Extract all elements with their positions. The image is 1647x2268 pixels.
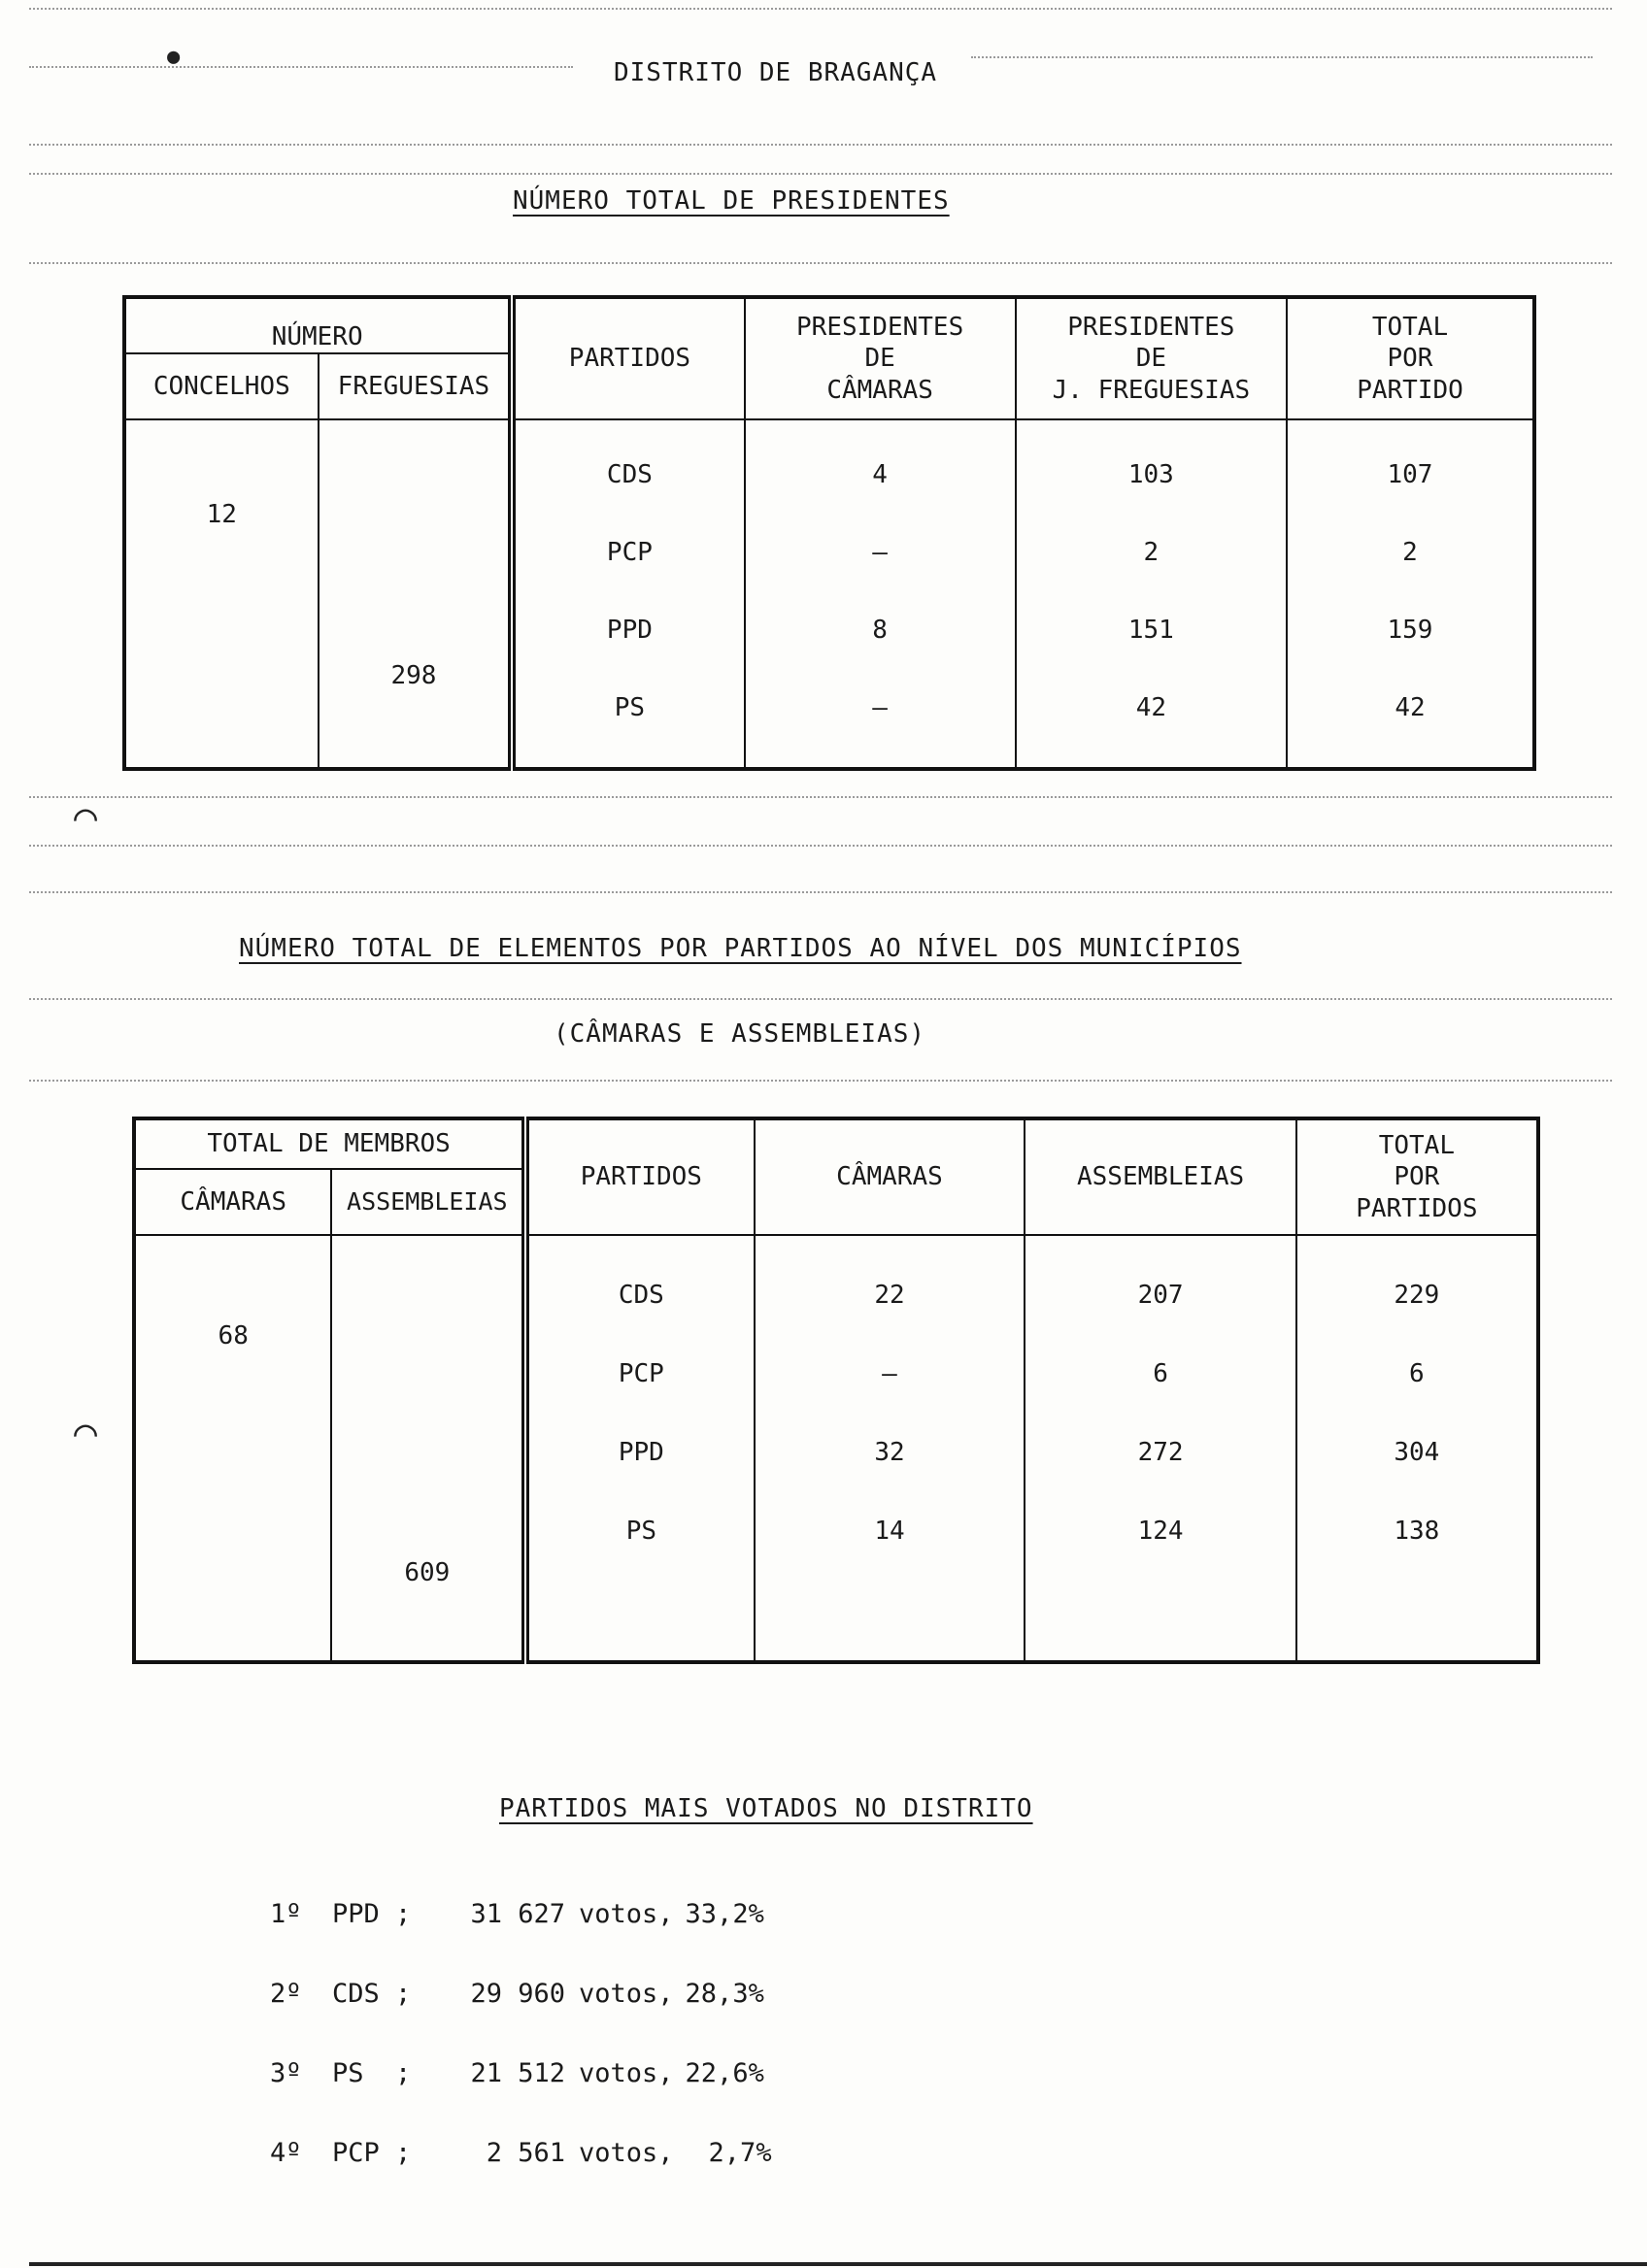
value-cell: 14 bbox=[874, 1516, 905, 1546]
party-pcp: PCP bbox=[618, 1358, 664, 1388]
party-cds: CDS bbox=[606, 460, 653, 489]
dotted-rule bbox=[29, 891, 1612, 893]
value-cell: 304 bbox=[1394, 1437, 1440, 1467]
rank-party: PPD ; bbox=[332, 1898, 412, 1929]
header-line: PARTIDO bbox=[1357, 375, 1463, 405]
dotted-rule bbox=[29, 998, 1612, 1000]
value-cell: 2 bbox=[1402, 538, 1418, 567]
dotted-rule bbox=[971, 56, 1593, 58]
header-line: DE bbox=[864, 344, 895, 374]
header-line: PRESIDENTES bbox=[1067, 312, 1235, 342]
hole-punch-mark: ⌒ bbox=[74, 1410, 98, 1454]
elements-subtitle: (CÂMARAS E ASSEMBLEIAS) bbox=[554, 1019, 926, 1049]
header-camaras: CÂMARAS bbox=[755, 1118, 1025, 1235]
party-column bbox=[525, 1235, 754, 1662]
list-item bbox=[270, 2033, 772, 2113]
value-cell: 159 bbox=[1387, 616, 1433, 645]
header-presidentes-camaras bbox=[745, 297, 1016, 419]
value-cell: 42 bbox=[1135, 693, 1167, 722]
value-cell: 138 bbox=[1394, 1516, 1440, 1546]
assembleias-column bbox=[1025, 1235, 1295, 1662]
rank-percent: 33,2% bbox=[685, 1898, 764, 1929]
header-total-partidos bbox=[1296, 1118, 1538, 1235]
rank-votes: 2 561 bbox=[486, 2137, 565, 2168]
dotted-rule bbox=[29, 144, 1612, 146]
party-ps: PS bbox=[625, 1516, 657, 1546]
value-cell: 207 bbox=[1137, 1280, 1184, 1310]
value-cell: 124 bbox=[1137, 1516, 1184, 1546]
camaras-total-value: 68 bbox=[218, 1321, 249, 1351]
most-voted-title: PARTIDOS MAIS VOTADOS NO DISTRITO bbox=[499, 1794, 1033, 1823]
header-partidos: PARTIDOS bbox=[525, 1118, 754, 1235]
freguesias-value: 298 bbox=[390, 661, 437, 690]
header-total-membros: TOTAL DE MEMBROS bbox=[134, 1118, 525, 1169]
total-column bbox=[1296, 1235, 1538, 1662]
value-cell: 229 bbox=[1394, 1280, 1440, 1310]
value-cell: 103 bbox=[1127, 460, 1174, 489]
value-cell: 42 bbox=[1395, 693, 1426, 722]
rank-position: 4º bbox=[270, 2137, 302, 2168]
camaras-column bbox=[745, 419, 1016, 769]
ink-dot: ● bbox=[167, 45, 181, 69]
party-cds: CDS bbox=[618, 1280, 664, 1310]
rank-votes: 21 512 bbox=[470, 2057, 565, 2088]
dotted-rule bbox=[29, 173, 1612, 175]
dotted-rule bbox=[29, 8, 1612, 10]
list-item bbox=[270, 2113, 772, 2192]
rank-votes: 29 960 bbox=[470, 1978, 565, 2009]
header-line: CÂMARAS bbox=[826, 375, 933, 405]
header-numero: NÚMERO bbox=[124, 297, 512, 353]
assembleias-total-cell bbox=[331, 1235, 525, 1662]
header-line: J. FREGUESIAS bbox=[1052, 375, 1251, 405]
header-assembleias-sub: ASSEMBLEIAS bbox=[331, 1169, 525, 1235]
concelhos-cell bbox=[124, 419, 319, 769]
presidents-table bbox=[122, 295, 1536, 771]
camaras-total-cell bbox=[134, 1235, 331, 1662]
header-camaras-sub: CÂMARAS bbox=[134, 1169, 331, 1235]
rank-percent: 2,7% bbox=[708, 2137, 772, 2168]
elements-table bbox=[132, 1117, 1540, 1664]
header-line: POR bbox=[1387, 344, 1433, 374]
party-ppd: PPD bbox=[606, 616, 653, 645]
header-partidos: PARTIDOS bbox=[512, 297, 744, 419]
header-freguesias: FREGUESIAS bbox=[319, 353, 513, 419]
dotted-rule bbox=[29, 1080, 1612, 1082]
value-cell: 2 bbox=[1143, 538, 1160, 567]
value-cell: 272 bbox=[1137, 1437, 1184, 1467]
header-line: POR bbox=[1394, 1162, 1440, 1192]
value-cell: 8 bbox=[872, 616, 888, 645]
concelhos-value: 12 bbox=[206, 500, 237, 529]
rank-unit: votos, bbox=[579, 2057, 674, 2088]
rank-percent: 22,6% bbox=[685, 2057, 764, 2088]
value-cell: 4 bbox=[872, 460, 888, 489]
rank-percent: 28,3% bbox=[685, 1978, 764, 2009]
rank-position: 2º bbox=[270, 1978, 302, 2009]
value-cell: — bbox=[882, 1358, 897, 1388]
header-line: PARTIDOS bbox=[1356, 1193, 1478, 1223]
value-cell: — bbox=[872, 693, 888, 722]
list-item bbox=[270, 1953, 772, 2033]
header-concelhos: CONCELHOS bbox=[124, 353, 319, 419]
party-ppd: PPD bbox=[618, 1437, 664, 1467]
party-ps: PS bbox=[614, 693, 646, 722]
header-line: TOTAL bbox=[1371, 312, 1449, 342]
header-line: TOTAL bbox=[1378, 1130, 1455, 1160]
bottom-rule bbox=[29, 2262, 1647, 2266]
rank-party: PS ; bbox=[332, 2057, 412, 2088]
most-voted-list bbox=[270, 1874, 772, 2192]
value-cell: 22 bbox=[874, 1280, 905, 1310]
value-cell: 6 bbox=[1153, 1358, 1168, 1388]
value-cell: 107 bbox=[1387, 460, 1433, 489]
hole-punch-mark: ⌒ bbox=[74, 794, 98, 839]
value-cell: 151 bbox=[1127, 616, 1174, 645]
party-pcp: PCP bbox=[606, 538, 653, 567]
header-total-partido bbox=[1287, 297, 1534, 419]
assembleias-total-value: 609 bbox=[404, 1558, 451, 1587]
header-assembleias: ASSEMBLEIAS bbox=[1025, 1118, 1295, 1235]
header-line: DE bbox=[1135, 344, 1167, 374]
rank-party: PCP ; bbox=[332, 2137, 412, 2168]
freguesias-cell bbox=[319, 419, 513, 769]
dotted-rule bbox=[29, 66, 573, 68]
rank-party: CDS ; bbox=[332, 1978, 412, 2009]
district-title: DISTRITO DE BRAGANÇA bbox=[614, 58, 938, 87]
value-cell: 6 bbox=[1409, 1358, 1425, 1388]
rank-position: 3º bbox=[270, 2057, 302, 2088]
dotted-rule bbox=[29, 796, 1612, 798]
value-cell: — bbox=[872, 538, 888, 567]
party-column bbox=[512, 419, 744, 769]
header-presidentes-freguesias bbox=[1016, 297, 1287, 419]
list-item bbox=[270, 1874, 772, 1953]
value-cell: 32 bbox=[874, 1437, 905, 1467]
rank-position: 1º bbox=[270, 1898, 302, 1929]
dotted-rule bbox=[29, 845, 1612, 847]
presidents-title: NÚMERO TOTAL DE PRESIDENTES bbox=[513, 186, 950, 216]
rank-unit: votos, bbox=[579, 1978, 674, 2009]
dotted-rule bbox=[29, 262, 1612, 264]
rank-unit: votos, bbox=[579, 1898, 674, 1929]
camaras-column bbox=[755, 1235, 1025, 1662]
elements-title: NÚMERO TOTAL DE ELEMENTOS POR PARTIDOS AO NÍVEL DOS MUNICÍPIOS bbox=[239, 934, 1242, 963]
rank-unit: votos, bbox=[579, 2137, 674, 2168]
header-line: PRESIDENTES bbox=[796, 312, 964, 342]
rank-votes: 31 627 bbox=[470, 1898, 565, 1929]
total-column bbox=[1287, 419, 1534, 769]
freguesias-column bbox=[1016, 419, 1287, 769]
